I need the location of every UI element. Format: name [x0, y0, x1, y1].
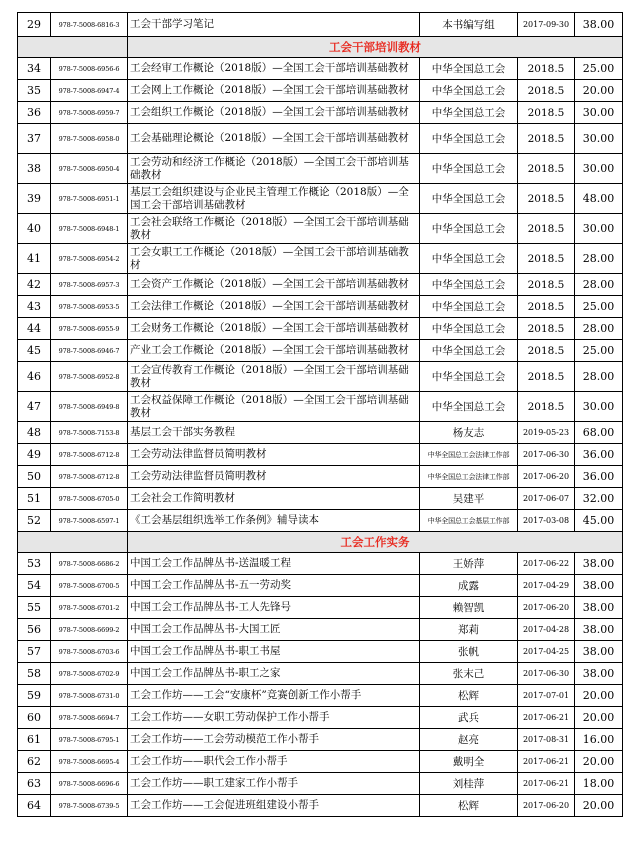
price-cell: 38.00 [575, 619, 623, 641]
publisher-cell: 中华全国总工会 [420, 102, 518, 124]
table-row [18, 318, 623, 340]
table-row [18, 244, 623, 274]
isbn-cell: 978-7-5008-6701-2 [51, 597, 128, 619]
publisher-cell: 中华全国总工会 [420, 318, 518, 340]
publisher-cell: 中华全国总工会 [420, 154, 518, 184]
table-row [18, 751, 623, 773]
table-row [18, 422, 623, 444]
publish-date-cell: 2018.5 [518, 214, 575, 244]
row-number: 55 [18, 597, 51, 619]
price-cell: 25.00 [575, 340, 623, 362]
catalog-body [18, 13, 623, 817]
publisher-cell: 张帆 [420, 641, 518, 663]
publisher-cell: 中华全国总工会基层工作部 [420, 510, 518, 532]
book-title-cell: 工会权益保障工作概论（2018版）—全国工会干部培训基础教材 [128, 392, 420, 422]
price-cell: 20.00 [575, 751, 623, 773]
publish-date-cell: 2018.5 [518, 392, 575, 422]
row-number: 49 [18, 444, 51, 466]
book-title-cell: 工会劳动和经济工作概论（2018版）—全国工会干部培训基础教材 [128, 154, 420, 184]
row-number: 40 [18, 214, 51, 244]
isbn-cell: 978-7-5008-6702-9 [51, 663, 128, 685]
price-cell: 28.00 [575, 274, 623, 296]
publisher-cell: 刘桂萍 [420, 773, 518, 795]
publish-date-cell: 2018.5 [518, 274, 575, 296]
row-number: 39 [18, 184, 51, 214]
section-spacer-cell [18, 37, 128, 58]
book-title-cell: 产业工会工作概论（2018版）—全国工会干部培训基础教材 [128, 340, 420, 362]
isbn-cell: 978-7-5008-6597-1 [51, 510, 128, 532]
table-row [18, 80, 623, 102]
publisher-cell: 中华全国总工会 [420, 244, 518, 274]
table-row [18, 795, 623, 817]
book-title-cell: 工会资产工作概论（2018版）—全国工会干部培训基础教材 [128, 274, 420, 296]
isbn-cell: 978-7-5008-6700-5 [51, 575, 128, 597]
publish-date-cell: 2017-06-20 [518, 597, 575, 619]
book-title-cell: 工会社会工作简明教材 [128, 488, 420, 510]
table-row [18, 124, 623, 154]
isbn-cell: 978-7-5008-6696-6 [51, 773, 128, 795]
row-number: 59 [18, 685, 51, 707]
row-number: 45 [18, 340, 51, 362]
price-cell: 30.00 [575, 102, 623, 124]
publish-date-cell: 2019-05-23 [518, 422, 575, 444]
row-number: 61 [18, 729, 51, 751]
table-row [18, 510, 623, 532]
table-row [18, 102, 623, 124]
publish-date-cell: 2017-06-21 [518, 773, 575, 795]
table-row [18, 58, 623, 80]
row-number: 38 [18, 154, 51, 184]
book-title-cell: 工会劳动法律监督员简明教材 [128, 466, 420, 488]
book-title-cell: 工会干部学习笔记 [128, 13, 420, 37]
book-title-cell: 《工会基层组织选举工作条例》辅导读本 [128, 510, 420, 532]
isbn-cell: 978-7-5008-6686-2 [51, 553, 128, 575]
isbn-cell: 978-7-5008-6795-1 [51, 729, 128, 751]
book-title-cell: 工会组织工作概论（2018版）—全国工会干部培训基础教材 [128, 102, 420, 124]
table-row [18, 729, 623, 751]
row-number: 37 [18, 124, 51, 154]
book-title-cell: 工会劳动法律监督员简明教材 [128, 444, 420, 466]
row-number: 47 [18, 392, 51, 422]
publish-date-cell: 2018.5 [518, 318, 575, 340]
publisher-cell: 本书编写组 [420, 13, 518, 37]
publisher-cell: 中华全国总工会 [420, 296, 518, 318]
table-row [18, 619, 623, 641]
publisher-cell: 中华全国总工会 [420, 184, 518, 214]
isbn-cell: 978-7-5008-6712-8 [51, 444, 128, 466]
publish-date-cell: 2018.5 [518, 296, 575, 318]
isbn-cell: 978-7-5008-6949-8 [51, 392, 128, 422]
isbn-cell: 978-7-5008-6952-8 [51, 362, 128, 392]
price-cell: 30.00 [575, 124, 623, 154]
isbn-cell: 978-7-5008-6953-5 [51, 296, 128, 318]
isbn-cell: 978-7-5008-6959-7 [51, 102, 128, 124]
publish-date-cell: 2018.5 [518, 80, 575, 102]
isbn-cell: 978-7-5008-6947-4 [51, 80, 128, 102]
book-title-cell: 中国工会工作品牌丛书-大国工匠 [128, 619, 420, 641]
section-header-row [18, 532, 623, 553]
table-row [18, 685, 623, 707]
publisher-cell: 戴明全 [420, 751, 518, 773]
price-cell: 30.00 [575, 392, 623, 422]
price-cell: 28.00 [575, 362, 623, 392]
table-row [18, 13, 623, 37]
row-number: 54 [18, 575, 51, 597]
isbn-cell: 978-7-5008-7153-8 [51, 422, 128, 444]
table-row [18, 773, 623, 795]
price-cell: 38.00 [575, 575, 623, 597]
price-cell: 25.00 [575, 58, 623, 80]
row-number: 41 [18, 244, 51, 274]
book-title-cell: 工会工作坊——工会劳动模范工作小帮手 [128, 729, 420, 751]
book-title-cell: 工会财务工作概论（2018版）—全国工会干部培训基础教材 [128, 318, 420, 340]
table-row [18, 597, 623, 619]
publisher-cell: 松辉 [420, 795, 518, 817]
row-number: 57 [18, 641, 51, 663]
table-row [18, 340, 623, 362]
publish-date-cell: 2017-08-31 [518, 729, 575, 751]
price-cell: 20.00 [575, 795, 623, 817]
publisher-cell: 武兵 [420, 707, 518, 729]
isbn-cell: 978-7-5008-6731-0 [51, 685, 128, 707]
book-title-cell: 工会工作坊——职工建家工作小帮手 [128, 773, 420, 795]
price-cell: 38.00 [575, 553, 623, 575]
price-cell: 18.00 [575, 773, 623, 795]
publish-date-cell: 2018.5 [518, 340, 575, 362]
isbn-cell: 978-7-5008-6695-4 [51, 751, 128, 773]
publisher-cell: 王娇萍 [420, 553, 518, 575]
isbn-cell: 978-7-5008-6739-5 [51, 795, 128, 817]
table-row [18, 575, 623, 597]
publish-date-cell: 2018.5 [518, 154, 575, 184]
publish-date-cell: 2018.5 [518, 124, 575, 154]
publisher-cell: 成露 [420, 575, 518, 597]
book-title-cell: 工会工作坊——工会促进班组建设小帮手 [128, 795, 420, 817]
book-title-cell: 工会工作坊——职代会工作小帮手 [128, 751, 420, 773]
table-row [18, 663, 623, 685]
price-cell: 30.00 [575, 214, 623, 244]
publisher-cell: 中华全国总工会 [420, 274, 518, 296]
isbn-cell: 978-7-5008-6954-2 [51, 244, 128, 274]
row-number: 48 [18, 422, 51, 444]
book-title-cell: 工会网上工作概论（2018版）—全国工会干部培训基础教材 [128, 80, 420, 102]
price-cell: 45.00 [575, 510, 623, 532]
book-title-cell: 工会基础理论概论（2018版）—全国工会干部培训基础教材 [128, 124, 420, 154]
isbn-cell: 978-7-5008-6951-1 [51, 184, 128, 214]
book-title-cell: 中国工会工作品牌丛书-职工之家 [128, 663, 420, 685]
table-row [18, 553, 623, 575]
price-cell: 38.00 [575, 663, 623, 685]
publisher-cell: 张末己 [420, 663, 518, 685]
table-row [18, 362, 623, 392]
publisher-cell: 中华全国总工会 [420, 340, 518, 362]
isbn-cell: 978-7-5008-6703-6 [51, 641, 128, 663]
price-cell: 20.00 [575, 80, 623, 102]
publisher-cell: 中华全国总工会法律工作部 [420, 444, 518, 466]
book-title-cell: 工会宣传教育工作概论（2018版）—全国工会干部培训基础教材 [128, 362, 420, 392]
publisher-cell: 中华全国总工会 [420, 124, 518, 154]
publish-date-cell: 2017-06-22 [518, 553, 575, 575]
isbn-cell: 978-7-5008-6946-7 [51, 340, 128, 362]
row-number: 29 [18, 13, 51, 37]
price-cell: 16.00 [575, 729, 623, 751]
section-title: 工会工作实务 [128, 532, 623, 553]
publisher-cell: 中华全国总工会 [420, 392, 518, 422]
row-number: 51 [18, 488, 51, 510]
table-row [18, 488, 623, 510]
row-number: 50 [18, 466, 51, 488]
isbn-cell: 978-7-5008-6956-6 [51, 58, 128, 80]
publish-date-cell: 2017-04-28 [518, 619, 575, 641]
row-number: 36 [18, 102, 51, 124]
row-number: 63 [18, 773, 51, 795]
publisher-cell: 杨友志 [420, 422, 518, 444]
publisher-cell: 中华全国总工会 [420, 80, 518, 102]
publish-date-cell: 2017-06-30 [518, 444, 575, 466]
table-row [18, 214, 623, 244]
book-title-cell: 基层工会组织建设与企业民主管理工作概论（2018版）—全国工会干部培训基础教材 [128, 184, 420, 214]
isbn-cell: 978-7-5008-6712-8 [51, 466, 128, 488]
publish-date-cell: 2017-07-01 [518, 685, 575, 707]
table-row [18, 296, 623, 318]
publish-date-cell: 2017-06-20 [518, 795, 575, 817]
publisher-cell: 吴建平 [420, 488, 518, 510]
section-header-row [18, 37, 623, 58]
row-number: 60 [18, 707, 51, 729]
price-cell: 28.00 [575, 318, 623, 340]
table-row [18, 641, 623, 663]
table-row [18, 444, 623, 466]
price-cell: 38.00 [575, 13, 623, 37]
publisher-cell: 中华全国总工会法律工作部 [420, 466, 518, 488]
row-number: 62 [18, 751, 51, 773]
price-cell: 68.00 [575, 422, 623, 444]
publisher-cell: 中华全国总工会 [420, 214, 518, 244]
row-number: 58 [18, 663, 51, 685]
publish-date-cell: 2017-09-30 [518, 13, 575, 37]
table-row [18, 466, 623, 488]
isbn-cell: 978-7-5008-6816-3 [51, 13, 128, 37]
price-cell: 20.00 [575, 685, 623, 707]
price-cell: 32.00 [575, 488, 623, 510]
isbn-cell: 978-7-5008-6948-1 [51, 214, 128, 244]
publisher-cell: 赵亮 [420, 729, 518, 751]
book-title-cell: 基层工会干部实务教程 [128, 422, 420, 444]
publish-date-cell: 2017-06-21 [518, 751, 575, 773]
publisher-cell: 中华全国总工会 [420, 58, 518, 80]
row-number: 35 [18, 80, 51, 102]
isbn-cell: 978-7-5008-6705-0 [51, 488, 128, 510]
publisher-cell: 赖智凯 [420, 597, 518, 619]
publish-date-cell: 2017-06-07 [518, 488, 575, 510]
row-number: 43 [18, 296, 51, 318]
book-catalog-table [17, 12, 623, 817]
book-title-cell: 工会工作坊——女职工劳动保护工作小帮手 [128, 707, 420, 729]
publish-date-cell: 2018.5 [518, 362, 575, 392]
publish-date-cell: 2017-06-30 [518, 663, 575, 685]
section-spacer-cell [18, 532, 128, 553]
book-title-cell: 工会法律工作概论（2018版）—全国工会干部培训基础教材 [128, 296, 420, 318]
row-number: 34 [18, 58, 51, 80]
price-cell: 38.00 [575, 597, 623, 619]
book-title-cell: 中国工会工作品牌丛书-工人先锋号 [128, 597, 420, 619]
price-cell: 36.00 [575, 466, 623, 488]
table-row [18, 184, 623, 214]
book-title-cell: 中国工会工作品牌丛书-五一劳动奖 [128, 575, 420, 597]
price-cell: 38.00 [575, 641, 623, 663]
book-title-cell: 工会工作坊——工会“安康杯”竞赛创新工作小帮手 [128, 685, 420, 707]
price-cell: 20.00 [575, 707, 623, 729]
row-number: 56 [18, 619, 51, 641]
row-number: 42 [18, 274, 51, 296]
publish-date-cell: 2018.5 [518, 102, 575, 124]
publish-date-cell: 2018.5 [518, 184, 575, 214]
isbn-cell: 978-7-5008-6950-4 [51, 154, 128, 184]
book-title-cell: 工会经审工作概论（2018版）—全国工会干部培训基础教材 [128, 58, 420, 80]
table-row [18, 274, 623, 296]
publisher-cell: 松辉 [420, 685, 518, 707]
publish-date-cell: 2018.5 [518, 244, 575, 274]
publish-date-cell: 2017-04-25 [518, 641, 575, 663]
row-number: 52 [18, 510, 51, 532]
price-cell: 28.00 [575, 244, 623, 274]
row-number: 53 [18, 553, 51, 575]
publish-date-cell: 2017-04-29 [518, 575, 575, 597]
table-row [18, 392, 623, 422]
section-title: 工会干部培训教材 [128, 37, 623, 58]
isbn-cell: 978-7-5008-6955-9 [51, 318, 128, 340]
publisher-cell: 郑莉 [420, 619, 518, 641]
publish-date-cell: 2018.5 [518, 58, 575, 80]
price-cell: 30.00 [575, 154, 623, 184]
publish-date-cell: 2017-06-20 [518, 466, 575, 488]
isbn-cell: 978-7-5008-6958-0 [51, 124, 128, 154]
publish-date-cell: 2017-03-08 [518, 510, 575, 532]
isbn-cell: 978-7-5008-6957-3 [51, 274, 128, 296]
price-cell: 36.00 [575, 444, 623, 466]
table-row [18, 707, 623, 729]
row-number: 46 [18, 362, 51, 392]
isbn-cell: 978-7-5008-6694-7 [51, 707, 128, 729]
price-cell: 48.00 [575, 184, 623, 214]
isbn-cell: 978-7-5008-6699-2 [51, 619, 128, 641]
price-cell: 25.00 [575, 296, 623, 318]
book-title-cell: 中国工会工作品牌丛书-职工书屋 [128, 641, 420, 663]
book-title-cell: 工会社会联络工作概论（2018版）—全国工会干部培训基础教材 [128, 214, 420, 244]
row-number: 64 [18, 795, 51, 817]
publisher-cell: 中华全国总工会 [420, 362, 518, 392]
book-title-cell: 中国工会工作品牌丛书-送温暖工程 [128, 553, 420, 575]
publish-date-cell: 2017-06-21 [518, 707, 575, 729]
row-number: 44 [18, 318, 51, 340]
table-row [18, 154, 623, 184]
book-title-cell: 工会女职工工作概论（2018版）—全国工会干部培训基础教材 [128, 244, 420, 274]
